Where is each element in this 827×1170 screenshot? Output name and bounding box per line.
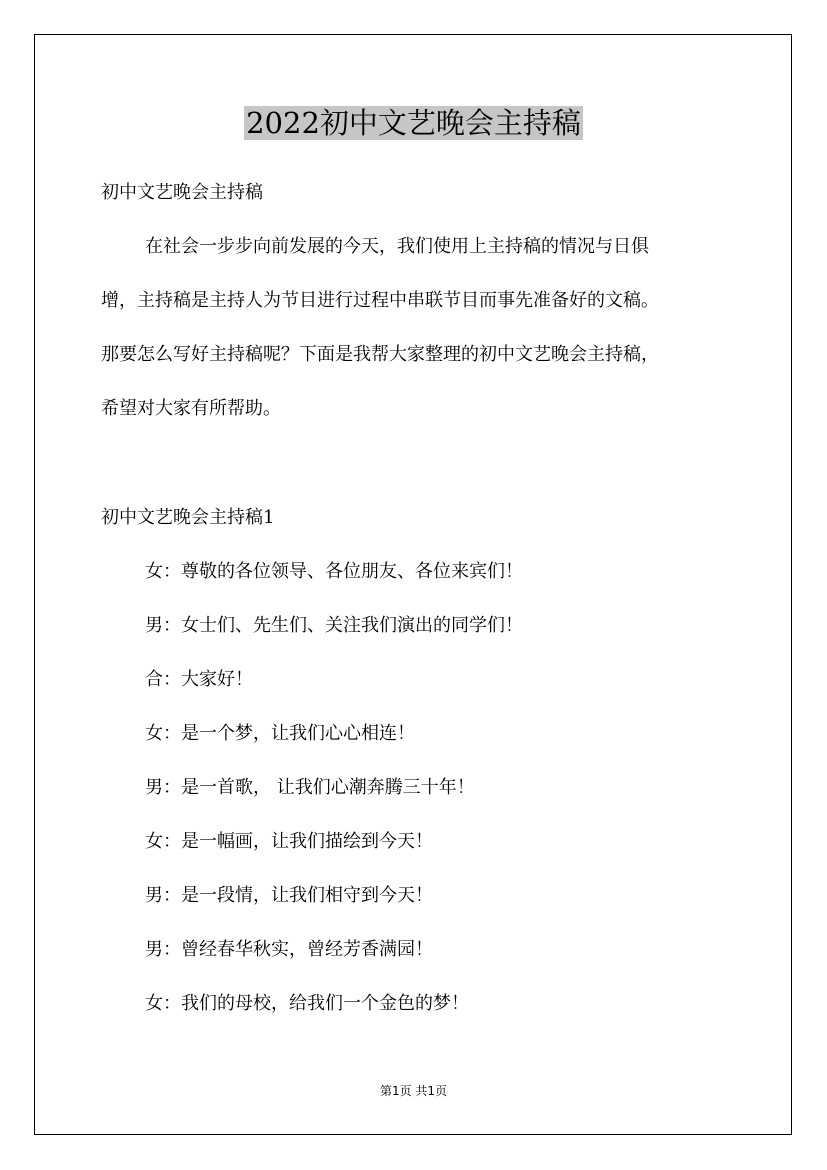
- dialogue-line: 合：大家好！: [145, 669, 253, 690]
- dialogue-line: 男：曾经春华秋实，曾经芳香满园！: [145, 939, 433, 960]
- intro-line-4: 希望对大家有所帮助。: [101, 398, 281, 419]
- intro-line-1: 在社会一步步向前发展的今天，我们使用上主持稿的情况与日俱: [145, 236, 649, 257]
- dialogue-line: 男：是一首歌， 让我们心潮奔腾三十年！: [145, 777, 475, 798]
- intro-line-2: 增，主持稿是主持人为节目进行过程中串联节目而事先准备好的文稿。: [101, 290, 659, 311]
- document-subtitle: 初中文艺晚会主持稿: [101, 182, 263, 203]
- document-title: [0, 103, 827, 143]
- page-footer: 第1页 共1页: [379, 1084, 448, 1098]
- dialogue-line: 女：我们的母校，给我们一个金色的梦！: [145, 993, 469, 1014]
- dialogue-line: 女：是一个梦，让我们心心相连！: [145, 723, 415, 744]
- dialogue-line: 女：是一幅画，让我们描绘到今天！: [145, 831, 433, 852]
- dialogue-line: 女：尊敬的各位领导、各位朋友、各位来宾们！: [145, 561, 523, 582]
- section-heading: 初中文艺晚会主持稿1: [101, 507, 275, 528]
- intro-line-3: 那要怎么写好主持稿呢？下面是我帮大家整理的初中文艺晚会主持稿，: [101, 344, 659, 365]
- dialogue-line: 男：女士们、先生们、关注我们演出的同学们！: [145, 615, 523, 636]
- dialogue-line: 男：是一段情，让我们相守到今天！: [145, 885, 433, 906]
- document-title-text: 2022初中文艺晚会主持稿: [246, 106, 581, 140]
